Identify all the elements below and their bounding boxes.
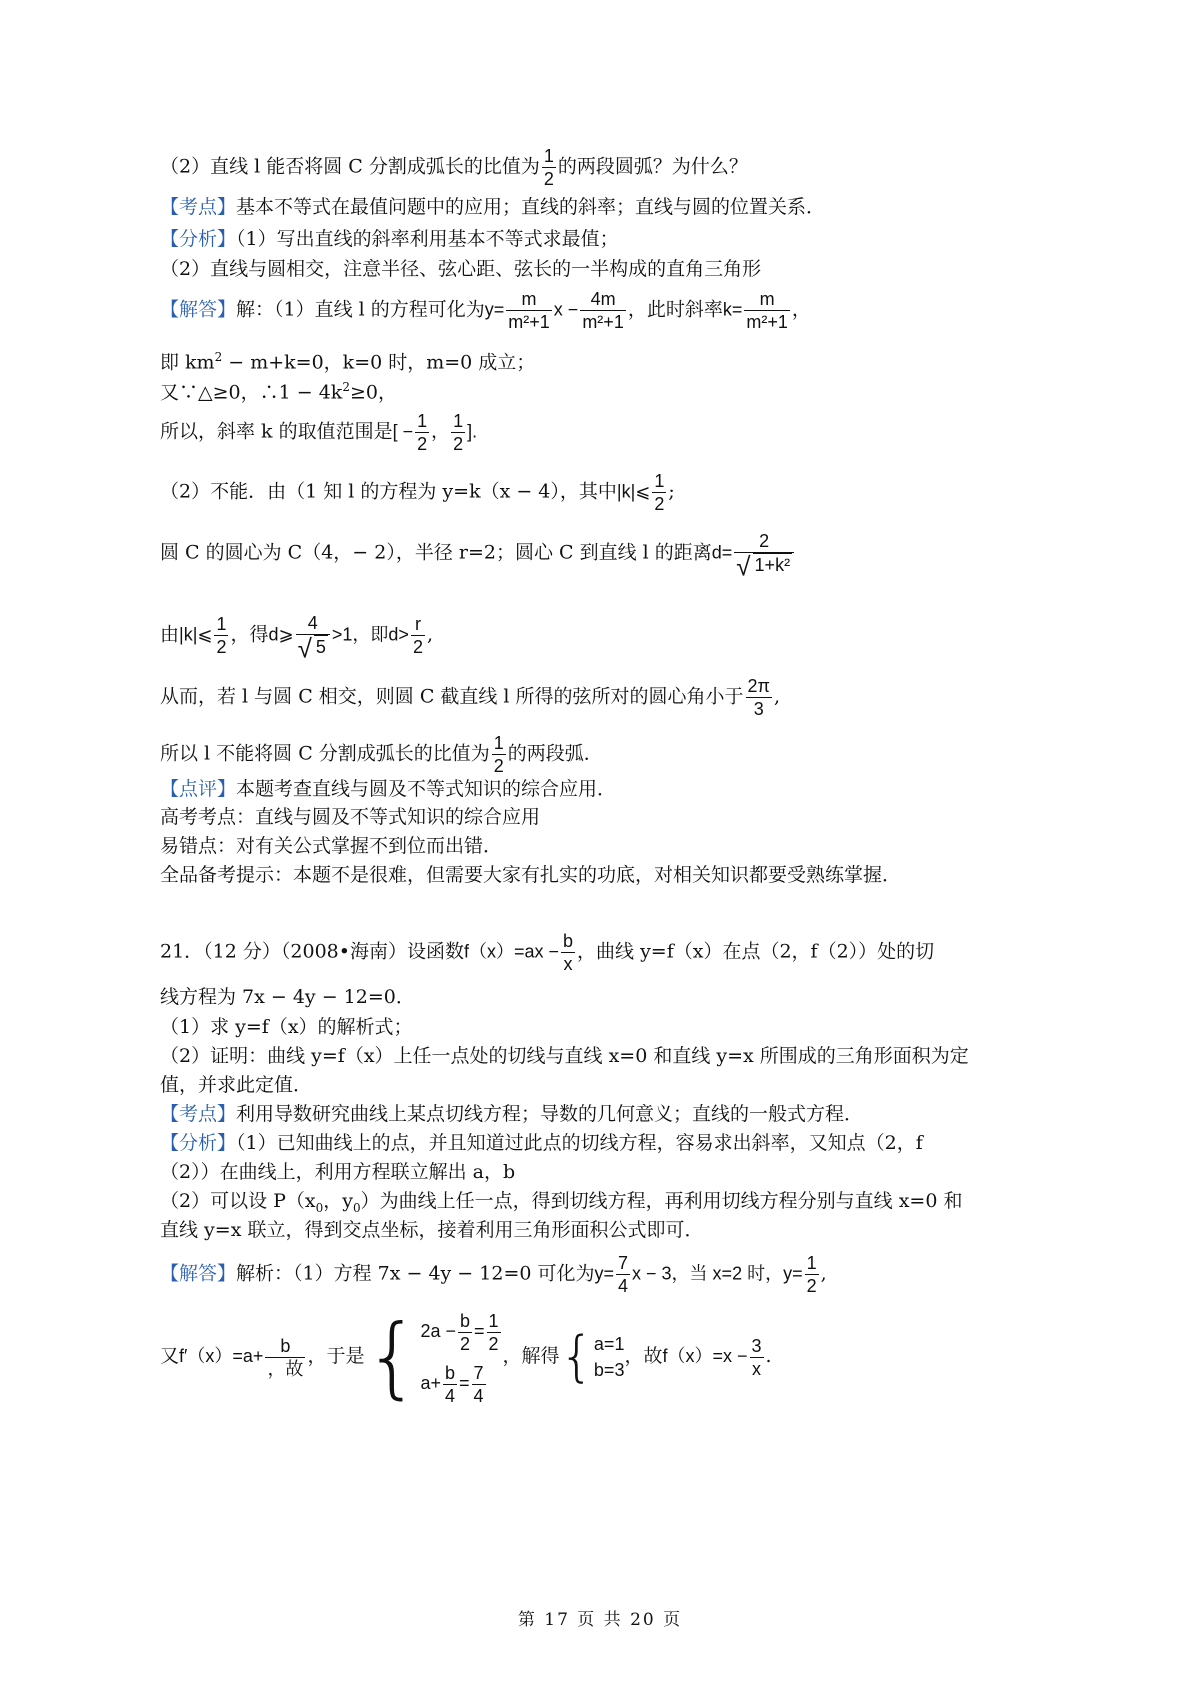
jieda-1: 【解答】解：（1）直线 l 的方程可化为y= $\frac{m}{\text{m²+1}}$ x − $\frac{4m}{\text{m²+1}}$ ，此时斜率k= $\frac{m}{\text{m²+1}}$ ， — [160, 289, 811, 332]
prep-tip: 全品备考提示：本题不是很难，但需要大家有扎实的功底，对相关知识都要受熟练掌握． — [160, 864, 902, 886]
equation-row-2: a+ $\frac{b}{4}$ = $\frac{7}{4}$ — [420, 1362, 484, 1406]
fenxi-1-line2: （2）直线与圆相交，注意半径、弦心距、弦长的一半构成的直角三角形 — [160, 258, 762, 280]
fraction: $\frac{7}{4}$ — [618, 1253, 629, 1296]
fraction: $\frac{1}{2}$ — [543, 146, 554, 189]
fraction: $\frac{4}{√ 5}$ — [296, 612, 330, 659]
fenxi-2-line2: （2））在曲线上，利用方程联立解出 a，b — [160, 1161, 516, 1183]
question-text-end: 的两段圆弧？为什么？ — [557, 155, 748, 178]
radical-sign: √ — [297, 633, 312, 664]
solution-system: a=1 b=3 — [593, 1334, 625, 1380]
line-thus: 从而，若 l 与圆 C 相交，则圆 C 截直线 l 所得的弦所对的圆心角小于 $\frac{2\pi}{3}$ , — [160, 676, 781, 719]
fenxi-2: 【分析】（1）已知曲线上的点，并且知道过此点的切线方程，容易求出斜率，又知点（2，f — [160, 1132, 923, 1154]
fraction: $\frac{m}{\text{m²+1}}$ — [508, 289, 550, 332]
line-not-possible: （2）不能．由（1 知 l 的方程为 y=k（x − 4），其中|k|⩽ $\frac{1}{2}$ ; — [160, 471, 675, 514]
kaodian-tag: 【考点】 — [160, 196, 237, 218]
kaodian-text: 基本不等式在最值问题中的应用；直线的斜率；直线与圆的位置关系． — [236, 196, 826, 218]
kaodian-1 — [160, 193, 825, 221]
equation-system — [420, 1305, 502, 1409]
page-footer: 第 17 页 共 20 页 — [517, 1610, 683, 1630]
line-by: 由|k|⩽ $\frac{1}{2}$ ，得d⩾ $\frac{4}{√ 5}$ >1，即d> $\frac{r}{2}$ , — [160, 613, 433, 664]
fraction: $\frac{r}{2}$ — [412, 614, 423, 658]
fraction: $\frac{1}{2}$ — [417, 411, 428, 454]
line-cannot: 所以 l 不能将圆 C 分割成弧长的比值为 $\frac{1}{2}$ 的两段弧． — [160, 733, 603, 776]
dianping-1: 【点评】本题考查直线与圆及不等式知识的综合应用． — [160, 778, 617, 800]
fraction: $\frac{2}{\text{√ 1+k²}}$ — [734, 530, 794, 577]
sqrt-denominator: √ 1+k² — [736, 551, 791, 582]
fraction: $\frac{b}{x}$ — [563, 931, 574, 974]
line-km: 即 $km^2 - m+k=0$，k=0 时，m=0 成立； — [160, 350, 536, 374]
question-text: （2）直线 l 能否将圆 C 分割成弧长的比值为 — [160, 155, 540, 178]
dianping-tag: 【点评】 — [160, 778, 237, 800]
question-21-part2-line2: 值，并求此定值． — [160, 1074, 313, 1096]
fraction: $\frac{b}{\text{，故}}$ — [267, 1335, 304, 1379]
line-circle: 圆 C 的圆心为 C（4，− 2），半径 r=2；圆心 C 到直线 l 的距离d= $\frac{2}{\text{√ 1+k²}}$ — [160, 530, 796, 577]
fraction: $\frac{1}{2}$ — [216, 614, 227, 658]
line-range: 所以，斜率 k 的取值范围是[ − $\frac{1}{2}$ ， $\frac{1}{2}$ ]. — [160, 411, 478, 454]
fenxi-tag: 【分析】 — [160, 1132, 237, 1154]
left-brace: { — [364, 1305, 421, 1408]
fenxi-text: （1）写出直线的斜率利用基本不等式求最值； — [236, 228, 619, 250]
fenxi-2-line4: 直线 y=x 联立，得到交点坐标，接着利用三角形面积公式即可． — [160, 1219, 704, 1241]
fraction: $\frac{1}{2}$ — [654, 471, 665, 514]
question-21: 21．（12 分）（2008•海南）设函数f（x）=ax − $\frac{b}{x}$ ，曲线 y=f（x）在点（2，f（2））处的切 — [160, 931, 935, 974]
error-point: 易错点：对有关公式掌握不到位而出错． — [160, 835, 503, 857]
fraction: $\frac{3}{x}$ — [751, 1335, 762, 1379]
radical-sign: √ — [736, 551, 751, 582]
gaokao-point: 高考考点：直线与圆及不等式知识的综合应用 — [160, 806, 541, 828]
fraction: $\frac{2\pi}{3}$ — [747, 676, 770, 719]
fraction: $\frac{4m}{\text{m²+1}}$ — [582, 289, 624, 332]
jieda-tag: 【解答】 — [160, 1262, 237, 1285]
line-derivative-system: 又f′（x）=a+ $\frac{b}{\text{，故}}$ ，于是{ 2a − $\frac{b}{2}$ = $\frac{1}{2}$ a+ $\frac{b}{4}$ = $\frac{7}{4}$ ，解得{ a=1 b=3 ，故f（x）=x − $\frac{3}{x}$ . — [160, 1305, 772, 1408]
question-21-part1: （1）求 y=f（x）的解析式； — [160, 1016, 413, 1038]
fraction: $\frac{m}{\text{m²+1}}$ — [746, 289, 788, 332]
question-21-line2: 线方程为 7x − 4y − 12=0． — [160, 986, 415, 1008]
equation-row-1: 2a − $\frac{b}{2}$ = $\frac{1}{2}$ — [420, 1310, 499, 1354]
jieda-2: 【解答】解析：（1）方程 7x − 4y − 12=0 可化为y= $\frac{7}{4}$ x − 3，当 x=2 时，y= $\frac{1}{2}$ , — [160, 1253, 827, 1296]
fenxi-2-line3: （2）可以设 $P(x_0$，$y_0$）为曲线上任一点，得到切线方程，再利用切线方程分别与直线 x=0 和 — [160, 1190, 963, 1215]
line-delta: 又∵△≥0，∴1 − $4k^2\ge 0$， — [160, 380, 397, 404]
left-brace: { — [559, 1325, 594, 1388]
fraction: $\frac{1}{2}$ — [453, 411, 464, 454]
fenxi-tag: 【分析】 — [160, 228, 237, 250]
fraction: $\frac{1}{2}$ — [806, 1253, 817, 1296]
kaodian-2: 【考点】利用导数研究曲线上某点切线方程；导数的几何意义；直线的一般式方程． — [160, 1103, 864, 1125]
fenxi-1 — [160, 225, 619, 253]
fraction: $\frac{1}{2}$ — [493, 733, 504, 776]
jieda-tag: 【解答】 — [160, 298, 237, 321]
kaodian-tag: 【考点】 — [160, 1103, 237, 1125]
question-21-part2: （2）证明：曲线 y=f（x）上任一点处的切线与直线 x=0 和直线 y=x 所围成的三角形面积为定 — [160, 1045, 969, 1067]
question-part2 — [160, 145, 748, 190]
